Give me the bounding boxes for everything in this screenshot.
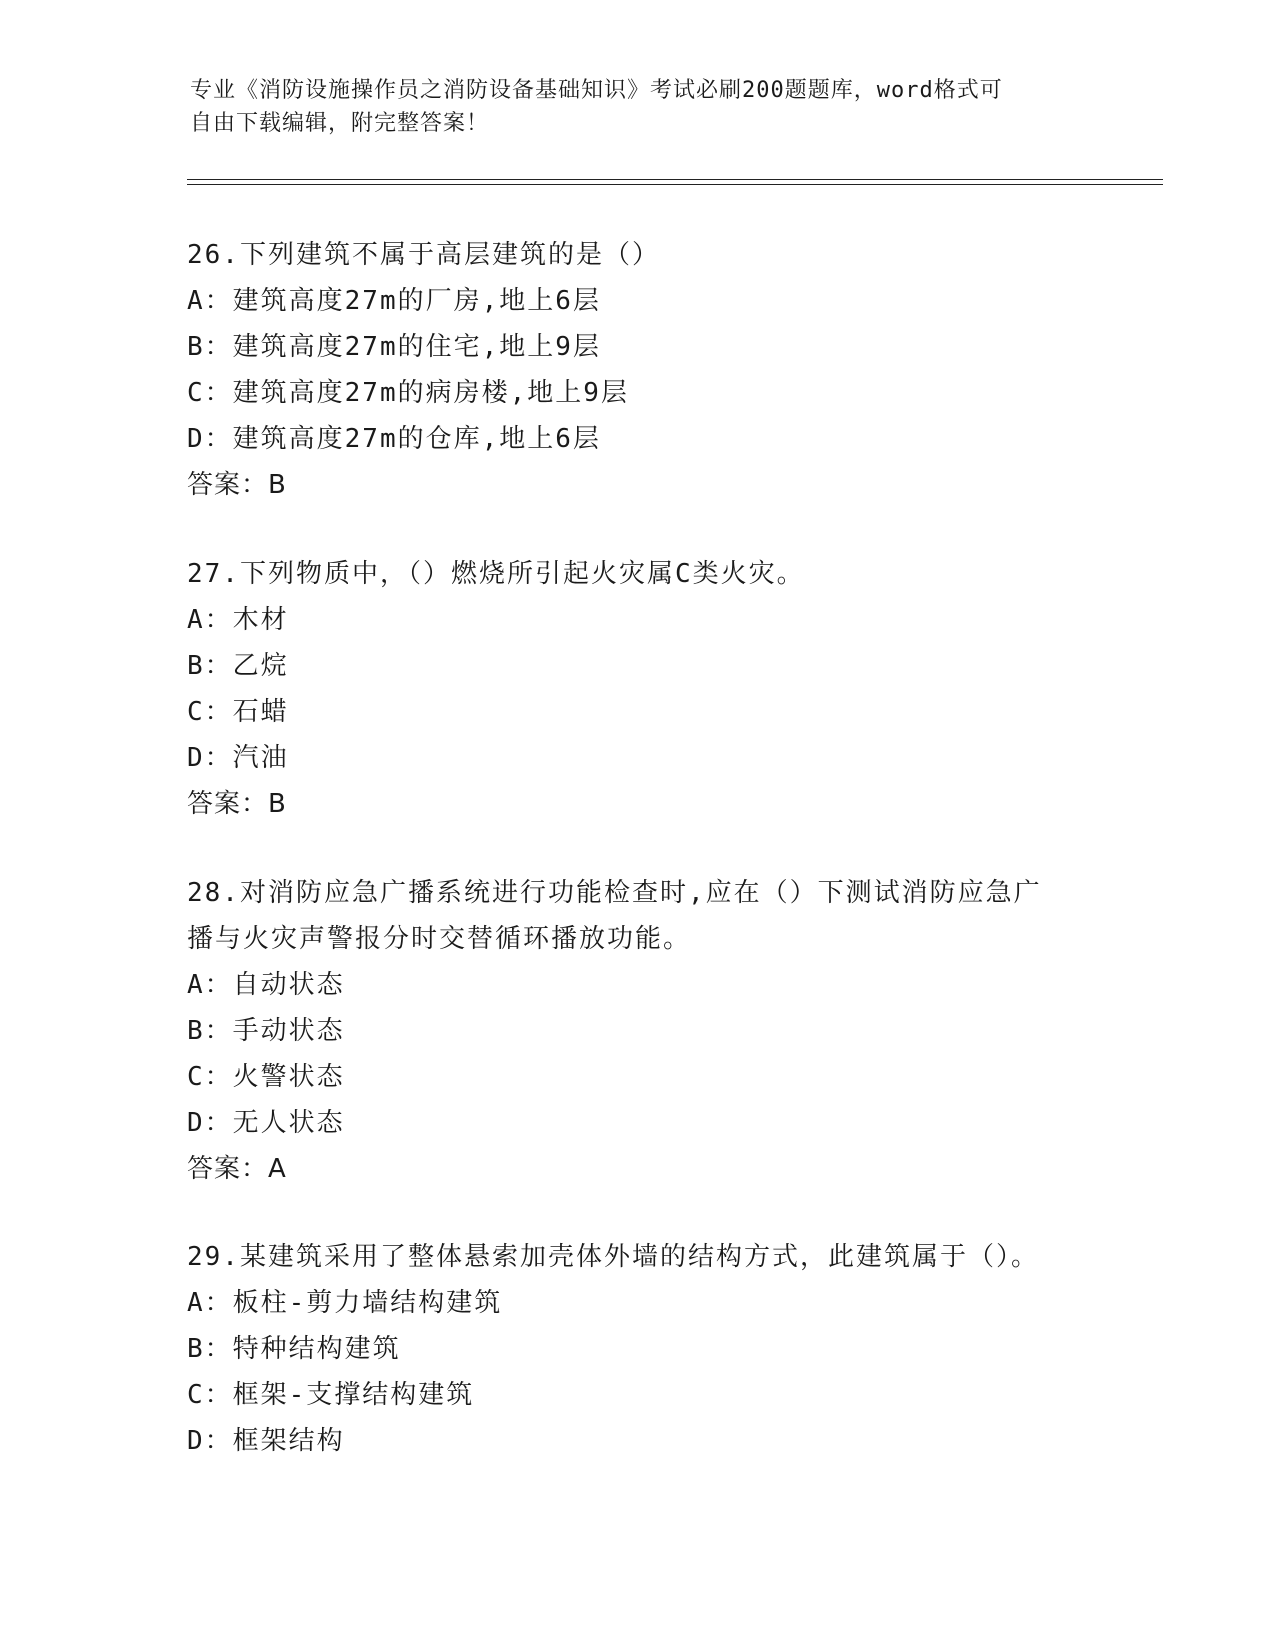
question-stem: 27.下列物质中，（）燃烧所引起火灾属C类火灾。 — [187, 559, 805, 589]
question-28 — [187, 870, 1087, 1192]
answer: 答案：B — [187, 470, 287, 500]
option-b: B：乙烷 — [187, 651, 289, 681]
option-c: C：火警状态 — [187, 1062, 345, 1092]
answer: 答案：B — [187, 789, 287, 819]
option-c: C：建筑高度27m的病房楼,地上9层 — [187, 378, 629, 408]
header-divider-top — [187, 179, 1163, 180]
question-26 — [187, 232, 1087, 508]
option-a: A：建筑高度27m的厂房,地上6层 — [187, 286, 601, 316]
question-stem: 26.下列建筑不属于高层建筑的是（） — [187, 240, 660, 270]
option-d: D：无人状态 — [187, 1108, 345, 1138]
option-b: B：特种结构建筑 — [187, 1334, 401, 1364]
header-divider-bottom — [187, 184, 1163, 185]
option-b: B：手动状态 — [187, 1016, 345, 1046]
question-27 — [187, 551, 1087, 827]
option-d: D：框架结构 — [187, 1426, 345, 1456]
question-stem-line-2: 播与火灾声警报分时交替循环播放功能。 — [187, 924, 692, 954]
document-header — [190, 74, 1070, 140]
option-a: A：自动状态 — [187, 970, 345, 1000]
option-c: C：石蜡 — [187, 697, 289, 727]
option-b: B：建筑高度27m的住宅,地上9层 — [187, 332, 601, 362]
header-line-1: 专业《消防设施操作员之消防设备基础知识》考试必刷200题题库，word格式可 — [190, 78, 1003, 103]
answer: 答案：A — [187, 1154, 287, 1184]
option-d: D：汽油 — [187, 743, 289, 773]
option-d: D：建筑高度27m的仓库,地上6层 — [187, 424, 601, 454]
question-stem-line-1: 28.对消防应急广播系统进行功能检查时,应在（）下测试消防应急广 — [187, 878, 1042, 908]
question-29 — [187, 1234, 1087, 1464]
header-line-2: 自由下载编辑，附完整答案！ — [190, 111, 490, 136]
option-c: C：框架-支撑结构建筑 — [187, 1380, 475, 1410]
option-a: A：木材 — [187, 605, 289, 635]
option-a: A：板柱-剪力墙结构建筑 — [187, 1288, 503, 1318]
question-stem: 29.某建筑采用了整体悬索加壳体外墙的结构方式，此建筑属于（）。 — [187, 1242, 1039, 1272]
